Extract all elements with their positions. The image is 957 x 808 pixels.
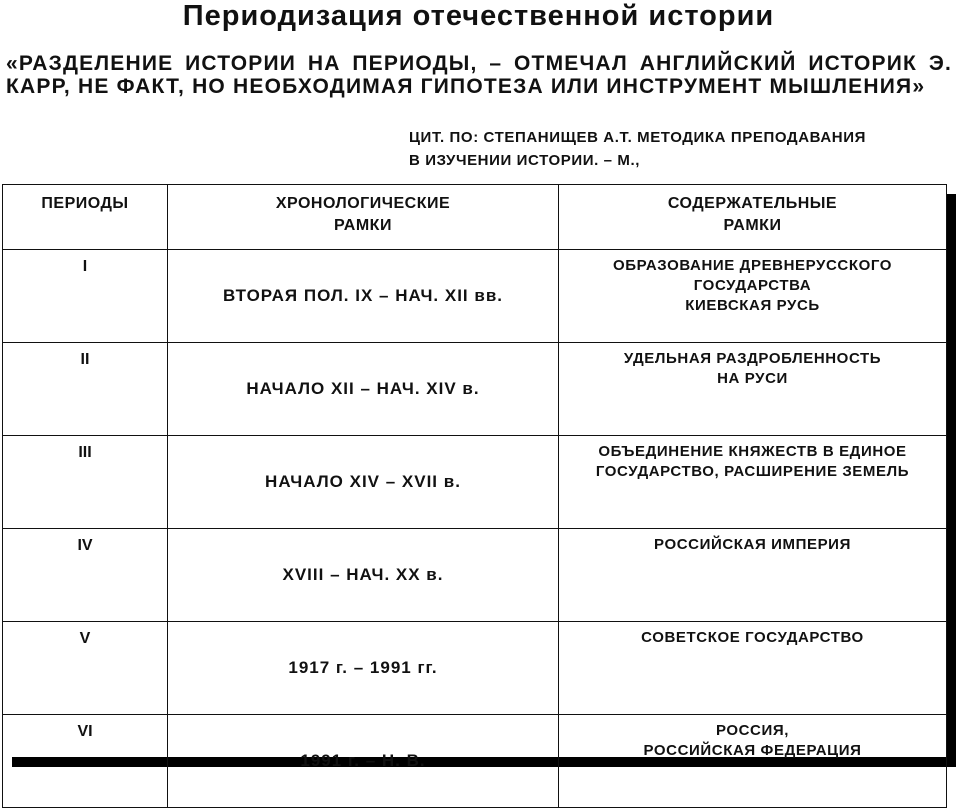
chronological-frame: НАЧАЛО XII – НАЧ. XIV в. xyxy=(168,343,559,436)
content-line: КИЕВСКАЯ РУСЬ xyxy=(685,297,820,314)
content-line: ОБРАЗОВАНИЕ ДРЕВНЕРУССКОГО xyxy=(612,257,893,274)
citation-line: ЦИТ. ПО: СТЕПАНИЩЕВ А.Т. МЕТОДИКА ПРЕПОДАВАНИЯ xyxy=(409,129,866,146)
chronological-frame: 1991 г. – Н. В. xyxy=(168,715,559,808)
period-number: V xyxy=(3,622,168,715)
periodization-table xyxy=(2,184,947,808)
period-number: III xyxy=(3,436,168,529)
content-line: ОБЪЕДИНЕНИЕ КНЯЖЕСТВ В ЕДИНОЕ xyxy=(598,443,907,460)
chronological-frame: ВТОРАЯ ПОЛ. IX – НАЧ. XII вв. xyxy=(168,250,559,343)
content-frame xyxy=(559,529,947,622)
content-line: УДЕЛЬНАЯ РАЗДРОБЛЕННОСТЬ xyxy=(623,350,882,367)
table-row xyxy=(3,343,947,436)
citation xyxy=(409,126,957,172)
table-row xyxy=(3,250,947,343)
table-row xyxy=(3,436,947,529)
page-title: Периодизация отечественной истории xyxy=(182,0,775,32)
content-frame xyxy=(559,622,947,715)
quote-text: «РАЗДЕЛЕНИЕ ИСТОРИИ НА ПЕРИОДЫ, – ОТМЕЧАЛ АНГЛИЙСКИЙ ИСТОРИК Э. КАРР, НЕ ФАКТ, НО НЕОБХОДИМАЯ ГИПОТЕЗА ИЛИ ИНСТРУМЕНТ МЫШЛЕНИЯ» xyxy=(6,52,952,98)
chronological-frame: XVIII – НАЧ. XX в. xyxy=(168,529,559,622)
table-row xyxy=(3,529,947,622)
header-periods: ПЕРИОДЫ xyxy=(3,185,168,250)
period-number: VI xyxy=(3,715,168,808)
content-frame xyxy=(559,250,947,343)
table-row xyxy=(3,622,947,715)
period-number: I xyxy=(3,250,168,343)
chronological-frame: НАЧАЛО XIV – XVII в. xyxy=(168,436,559,529)
chronological-frame: 1917 г. – 1991 гг. xyxy=(168,622,559,715)
periodization-table-container xyxy=(2,184,946,770)
citation-line: В ИЗУЧЕНИИ ИСТОРИИ. – М., xyxy=(409,152,640,169)
content-line: ГОСУДАРСТВА xyxy=(693,277,812,294)
content-frame xyxy=(559,436,947,529)
content-frame xyxy=(559,715,947,808)
table-header-row xyxy=(3,185,947,250)
content-line: РОССИЯ, xyxy=(715,722,790,739)
header-chronological-frame: ХРОНОЛОГИЧЕСКИЕ РАМКИ xyxy=(168,185,559,250)
content-line: НА РУСИ xyxy=(717,370,788,387)
header-content-frame: СОДЕРЖАТЕЛЬНЫЕ РАМКИ xyxy=(559,185,947,250)
content-line: ГОСУДАРСТВО, РАСШИРЕНИЕ ЗЕМЕЛЬ xyxy=(595,463,910,480)
content-line: РОССИЙСКАЯ ИМПЕРИЯ xyxy=(654,536,851,553)
period-number: II xyxy=(3,343,168,436)
period-number: IV xyxy=(3,529,168,622)
content-line: РОССИЙСКАЯ ФЕДЕРАЦИЯ xyxy=(643,742,862,759)
content-frame xyxy=(559,343,947,436)
content-line: СОВЕТСКОЕ ГОСУДАРСТВО xyxy=(641,629,864,646)
table-row xyxy=(3,715,947,808)
